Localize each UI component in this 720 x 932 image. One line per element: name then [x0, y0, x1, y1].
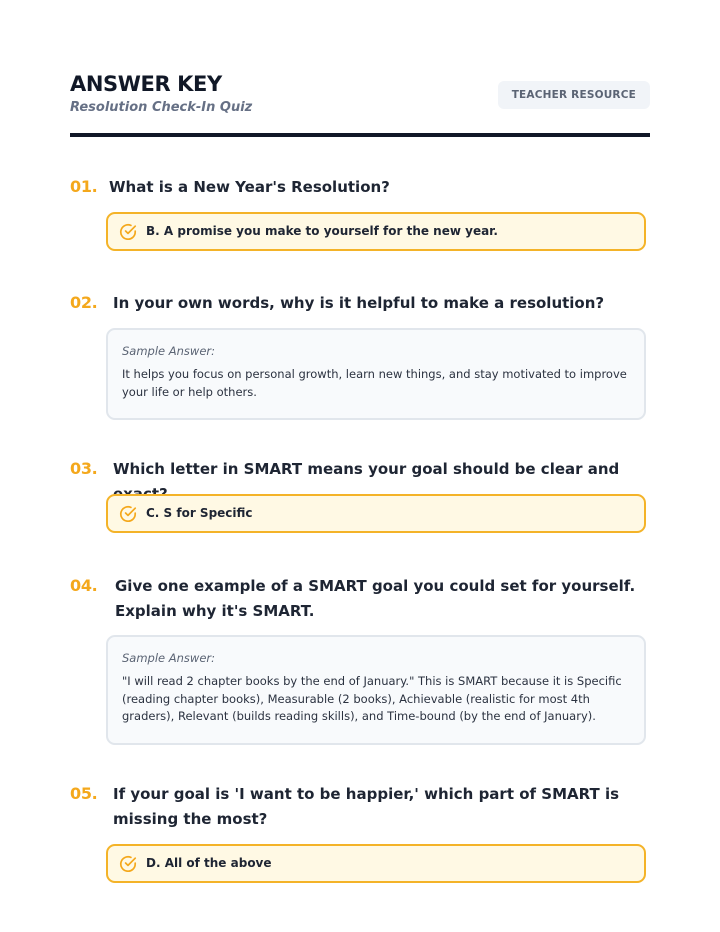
question-text: Give one example of a SMART goal you could set for yourself. Explain why it's SMART.: [115, 577, 636, 620]
sample-answer-text: "I will read 2 chapter books by the end of January." This is SMART because it is Specific (reading chapter books), Measurable (2 books), Achievable (realistic for most 4th graders), Relevant (builds reading skills), and Time-bound (by the end of January).: [122, 674, 622, 723]
question-text: If your goal is 'I want to be happier,' which part of SMART is missing the most?: [113, 785, 620, 828]
answer-text: C. S for Specific: [146, 506, 253, 520]
question-text: In your own words, why is it helpful to make a resolution?: [113, 294, 605, 312]
teacher-resource-badge: TEACHER RESOURCE: [498, 81, 650, 109]
correct-answer-box: [106, 212, 646, 251]
sample-answer-box: [106, 635, 646, 745]
question-number: 02.: [70, 293, 98, 312]
correct-answer-box: [106, 844, 646, 883]
question-number: 01.: [70, 177, 98, 196]
question-number: 05.: [70, 784, 98, 803]
sample-answer-box: [106, 328, 646, 420]
sample-answer-label: Sample Answer:: [122, 344, 216, 358]
sample-answer-label: Sample Answer:: [122, 651, 216, 665]
page-header: [70, 70, 650, 138]
sample-answer-text: It helps you focus on personal growth, learn new things, and stay motivated to improve your life or help others.: [122, 367, 627, 399]
check-circle-icon: [119, 223, 137, 241]
header-divider: [70, 133, 650, 137]
answer-text: D. All of the above: [146, 856, 272, 870]
page-subtitle: Resolution Check-In Quiz: [70, 100, 253, 115]
question-number: 03.: [70, 459, 98, 478]
check-circle-icon: [119, 505, 137, 523]
question-text: What is a New Year's Resolution?: [109, 178, 390, 196]
page-title: ANSWER KEY: [70, 72, 222, 96]
check-circle-icon: [119, 855, 137, 873]
correct-answer-box: [106, 494, 646, 533]
question-number: 04.: [70, 576, 98, 595]
question-text: Which letter in SMART means your goal should be clear and: [113, 460, 620, 478]
answer-text: B. A promise you make to yourself for the new year.: [146, 224, 498, 238]
